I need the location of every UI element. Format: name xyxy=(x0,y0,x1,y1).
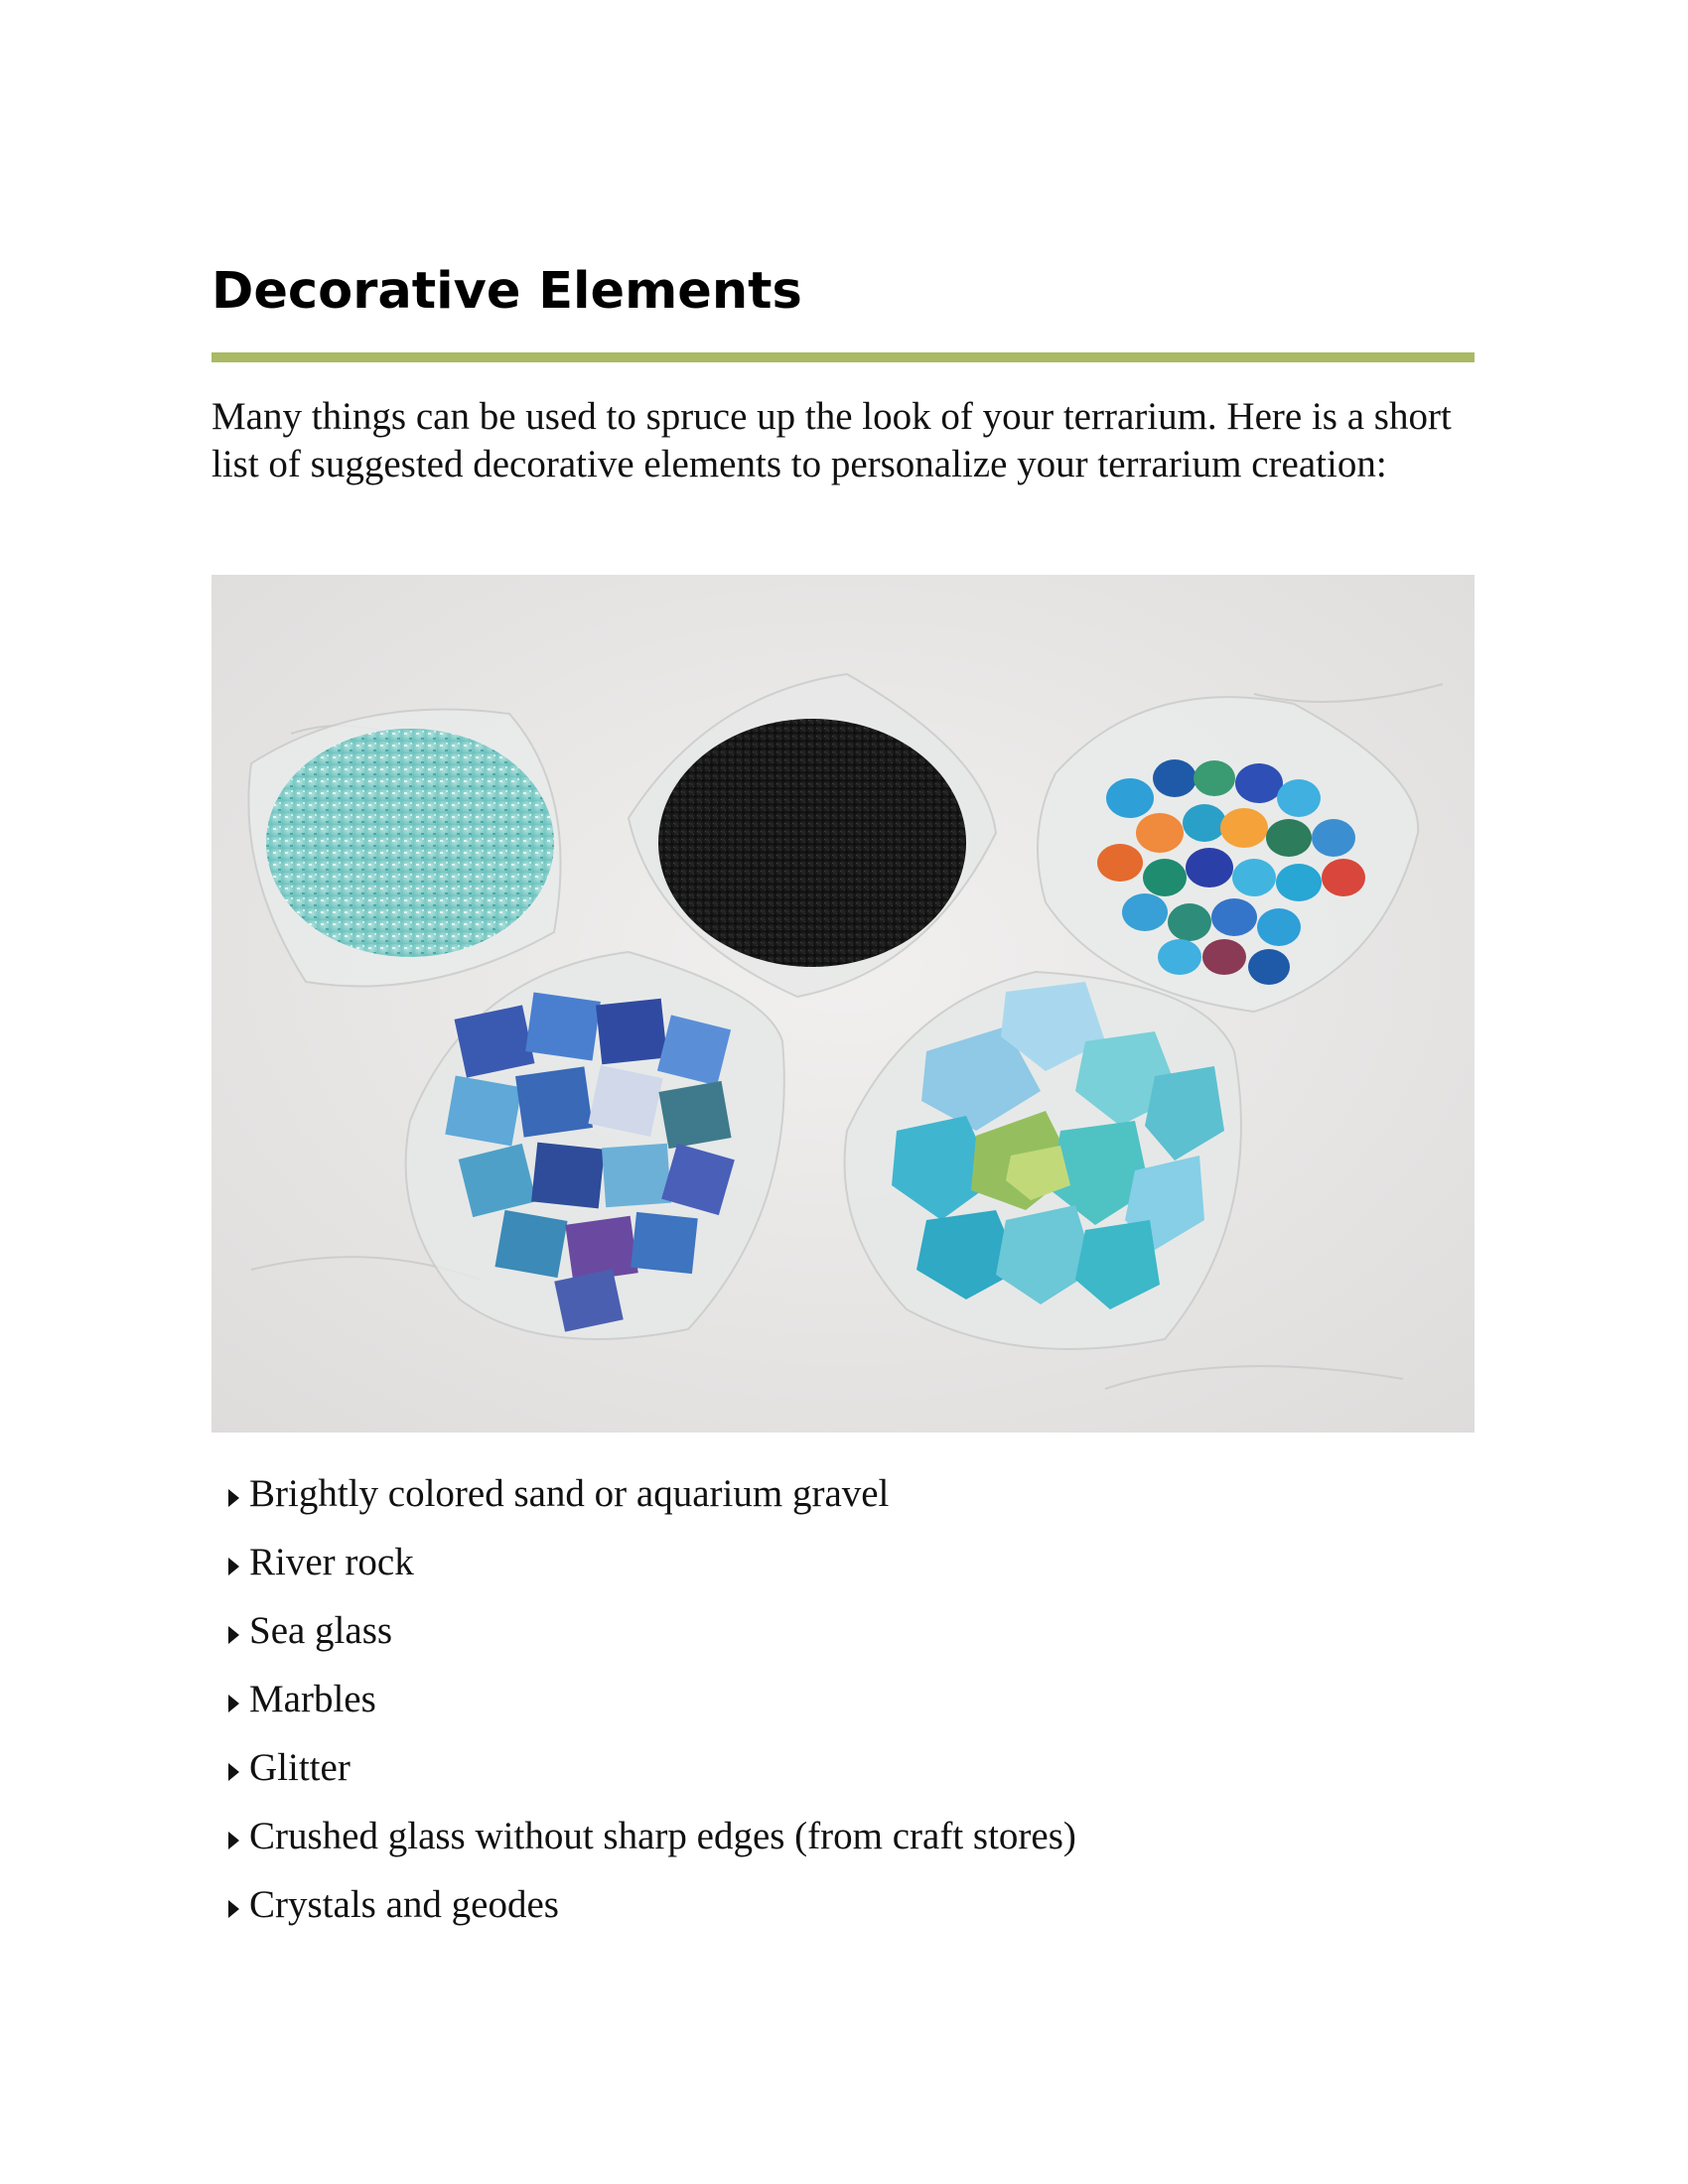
triangle-bullet-icon xyxy=(228,1626,239,1644)
decorative-elements-photo xyxy=(211,575,1475,1433)
list-item xyxy=(228,1870,1076,1939)
triangle-bullet-icon xyxy=(228,1558,239,1575)
list-item xyxy=(228,1596,1076,1665)
title-underline xyxy=(211,352,1475,362)
triangle-bullet-icon xyxy=(228,1832,239,1849)
page-title: Decorative Elements xyxy=(211,262,802,321)
triangle-bullet-icon xyxy=(228,1489,239,1507)
triangle-bullet-icon xyxy=(228,1763,239,1781)
list-item-text: Marbles xyxy=(249,1677,376,1720)
list-item-text: River rock xyxy=(249,1540,414,1583)
list-item-text: Brightly colored sand or aquarium gravel xyxy=(249,1471,890,1515)
decorative-elements-list xyxy=(228,1459,1076,1939)
intro-paragraph: Many things can be used to spruce up the look of your terrarium. Here is a short list of suggested decorative elements to personalize your terrarium creation: xyxy=(211,395,1452,485)
list-item xyxy=(228,1733,1076,1802)
list-item-text: Crushed glass without sharp edges (from craft stores) xyxy=(249,1814,1076,1857)
list-item-text: Sea glass xyxy=(249,1608,393,1652)
list-item xyxy=(228,1528,1076,1596)
list-item-text: Glitter xyxy=(249,1745,351,1789)
list-item xyxy=(228,1665,1076,1733)
triangle-bullet-icon xyxy=(228,1695,239,1712)
list-item xyxy=(228,1459,1076,1528)
list-item-text: Crystals and geodes xyxy=(249,1882,559,1926)
list-item xyxy=(228,1802,1076,1870)
triangle-bullet-icon xyxy=(228,1900,239,1918)
